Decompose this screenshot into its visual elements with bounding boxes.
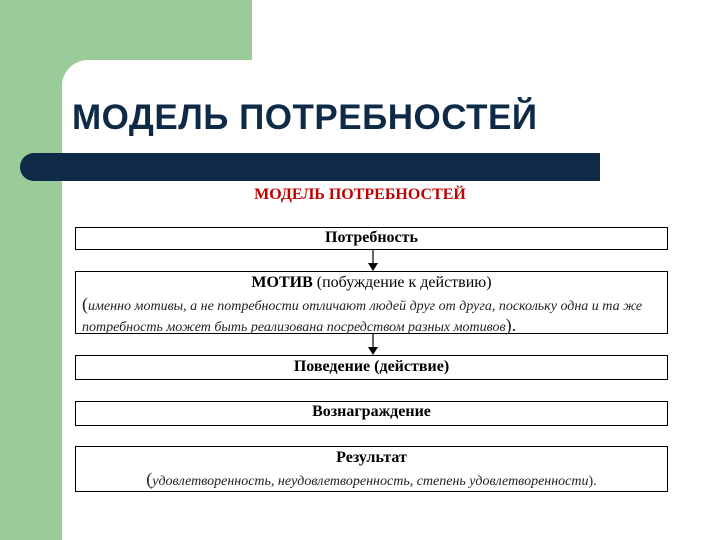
motive-description-text: именно мотивы, а не потребности отличают людей друг от друга, поскольку одна и та же потребность может быть реализована посредством разных мотивов — [82, 299, 643, 335]
reward-label: Вознаграждение — [312, 403, 431, 420]
title-underline-bar — [20, 153, 600, 181]
reward-box — [75, 401, 668, 426]
arrow-down-icon — [367, 334, 379, 355]
arrow-down-icon — [367, 250, 379, 271]
result-description — [76, 469, 667, 490]
need-box — [75, 227, 668, 250]
motive-box — [75, 271, 668, 334]
result-open-paren: ( — [146, 469, 153, 489]
motive-open-paren: ( — [82, 294, 88, 314]
slide-title: МОДЕЛЬ ПОТРЕБНОСТЕЙ — [72, 98, 538, 137]
title-bar-tab — [20, 167, 66, 181]
motive-close-paren: ). — [505, 315, 517, 335]
behavior-box — [75, 355, 668, 380]
result-label: Результат — [336, 449, 407, 466]
result-close-paren: ). — [588, 474, 597, 489]
motive-heading — [82, 274, 661, 292]
diagram-title: МОДЕЛЬ ПОТРЕБНОСТЕЙ — [254, 186, 466, 203]
motive-label: МОТИВ — [251, 274, 313, 291]
motive-definition: (побуждение к действию) — [312, 274, 492, 291]
need-label: Потребность — [325, 229, 418, 246]
motive-description — [82, 295, 661, 337]
result-box — [75, 446, 668, 492]
behavior-label: Поведение (действие) — [293, 358, 450, 375]
result-description-text: удовлетворенность, неудовлетворенность, степень удовлетворенности — [152, 474, 589, 489]
